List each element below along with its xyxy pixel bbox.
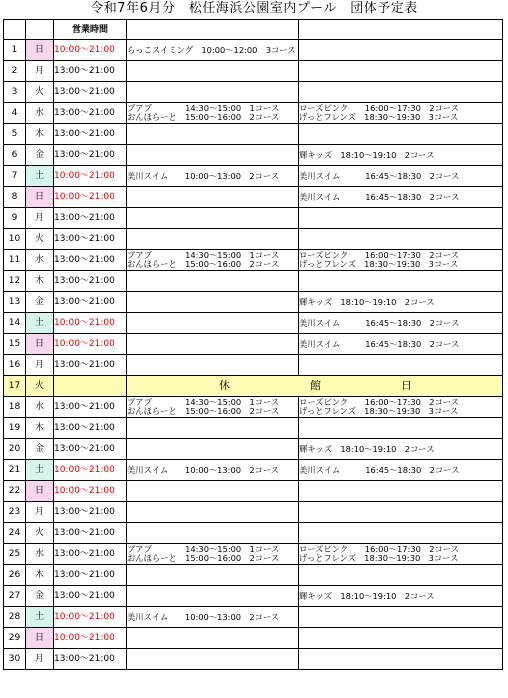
table-row — [4, 187, 503, 208]
weekday-cell: 日 — [26, 481, 54, 502]
day-number: 26 — [4, 565, 26, 586]
table-row — [4, 334, 503, 355]
hours-cell: 10:00～21:00 — [54, 481, 127, 502]
weekday-cell: 日 — [26, 40, 54, 61]
group-cell-1 — [127, 166, 299, 187]
weekday-cell: 月 — [26, 208, 54, 229]
group-cell-2 — [299, 439, 503, 460]
weekday-cell: 火 — [26, 376, 54, 397]
group-cell-2 — [299, 229, 503, 250]
hours-cell: 13:00～21:00 — [54, 502, 127, 523]
group-cell-2 — [299, 523, 503, 544]
page-title: 令和7年6月分 松任海浜公園室内プール 団体予定表 — [90, 1, 418, 16]
day-number: 8 — [4, 187, 26, 208]
group-entry: おんほらーと 15:00～16:00 2コース — [127, 259, 280, 269]
weekday-cell: 金 — [26, 145, 54, 166]
group-cell-2 — [299, 565, 503, 586]
group-cell-2 — [299, 103, 503, 124]
table-row — [4, 103, 503, 124]
group-cell-2 — [299, 208, 503, 229]
group-entry: げっとフレンズ 18:30～19:30 3コース — [299, 112, 459, 122]
group-cell-2 — [299, 292, 503, 313]
header-row — [4, 20, 503, 40]
day-number: 11 — [4, 250, 26, 271]
group-cell-1 — [127, 544, 299, 565]
group-entry: ブアブ 14:30～15:00 1コース — [127, 544, 280, 554]
day-number: 27 — [4, 586, 26, 607]
weekday-cell: 日 — [26, 334, 54, 355]
group-entry: 美川スイム 16:45～18:30 2コース — [299, 192, 460, 202]
hours-cell: 13:00～21:00 — [54, 355, 127, 376]
group-cell-2 — [299, 334, 503, 355]
weekday-cell: 土 — [26, 460, 54, 481]
group-entry: げっとフレンズ 18:30～19:30 3コース — [299, 406, 459, 416]
group-cell-2 — [299, 628, 503, 649]
group-entry: おんほらーと 15:00～16:00 2コース — [127, 553, 280, 563]
group-cell-2 — [299, 40, 503, 61]
schedule-table — [3, 19, 503, 670]
table-row — [4, 376, 503, 397]
group-cell-1 — [127, 334, 299, 355]
day-number: 7 — [4, 166, 26, 187]
group-entry: 輝キッズ 18:10～19:10 2コース — [299, 444, 435, 454]
hours-cell: 13:00～21:00 — [54, 397, 127, 418]
group-cell-1 — [127, 418, 299, 439]
group-cell-1 — [127, 124, 299, 145]
group-cell-1 — [127, 586, 299, 607]
day-number: 2 — [4, 61, 26, 82]
group-cell-1 — [127, 355, 299, 376]
day-number: 24 — [4, 523, 26, 544]
group-entry: 美川スイム 10:00～13:00 2コース — [127, 171, 280, 181]
header-group1-cell — [127, 20, 299, 40]
day-number: 9 — [4, 208, 26, 229]
weekday-cell: 木 — [26, 124, 54, 145]
header-group2-cell — [299, 20, 503, 40]
hours-cell — [54, 376, 127, 397]
hours-cell: 10:00～21:00 — [54, 187, 127, 208]
table-row — [4, 166, 503, 187]
weekday-cell: 月 — [26, 502, 54, 523]
day-number: 10 — [4, 229, 26, 250]
weekday-cell: 金 — [26, 292, 54, 313]
group-entry: 美川スイム 16:45～18:30 2コース — [299, 465, 460, 475]
hours-cell: 13:00～21:00 — [54, 229, 127, 250]
group-entry: げっとフレンズ 18:30～19:30 3コース — [299, 553, 459, 563]
weekday-cell: 土 — [26, 166, 54, 187]
hours-cell: 10:00～21:00 — [54, 166, 127, 187]
hours-cell: 13:00～21:00 — [54, 145, 127, 166]
hours-cell: 10:00～21:00 — [54, 334, 127, 355]
hours-cell: 13:00～21:00 — [54, 418, 127, 439]
group-cell-1 — [127, 649, 299, 670]
weekday-cell: 火 — [26, 82, 54, 103]
group-entry: ブアブ 14:30～15:00 1コース — [127, 397, 280, 407]
group-cell-2 — [299, 544, 503, 565]
group-cell-1 — [127, 607, 299, 628]
weekday-cell: 木 — [26, 418, 54, 439]
hours-cell: 13:00～21:00 — [54, 523, 127, 544]
table-row — [4, 502, 503, 523]
group-cell-1 — [127, 103, 299, 124]
hours-cell: 13:00～21:00 — [54, 565, 127, 586]
group-cell-2 — [299, 250, 503, 271]
day-number: 25 — [4, 544, 26, 565]
hours-cell: 13:00～21:00 — [54, 208, 127, 229]
weekday-cell: 金 — [26, 586, 54, 607]
group-entry: ローズピンク 16:00～17:30 2コース — [299, 250, 459, 260]
header-day-cell — [4, 20, 26, 40]
weekday-cell: 木 — [26, 565, 54, 586]
day-number: 20 — [4, 439, 26, 460]
group-entry: 美川スイム 10:00～13:00 2コース — [127, 612, 280, 622]
hours-cell: 13:00～21:00 — [54, 61, 127, 82]
table-row — [4, 628, 503, 649]
group-cell-2 — [299, 397, 503, 418]
hours-cell: 13:00～21:00 — [54, 439, 127, 460]
group-cell-2 — [299, 460, 503, 481]
group-cell-2 — [299, 313, 503, 334]
group-entry: 輝キッズ 18:10～19:10 2コース — [299, 297, 435, 307]
group-cell-1 — [127, 292, 299, 313]
hours-cell: 13:00～21:00 — [54, 250, 127, 271]
table-row — [4, 607, 503, 628]
day-number: 30 — [4, 649, 26, 670]
day-number: 18 — [4, 397, 26, 418]
table-row — [4, 313, 503, 334]
hours-cell: 13:00～21:00 — [54, 586, 127, 607]
weekday-cell: 土 — [26, 607, 54, 628]
weekday-cell: 日 — [26, 187, 54, 208]
table-row — [4, 523, 503, 544]
closed-day-char: 休 — [219, 379, 230, 392]
hours-cell: 13:00～21:00 — [54, 124, 127, 145]
group-cell-2 — [299, 61, 503, 82]
closed-day-char: 日 — [401, 379, 412, 392]
day-number: 12 — [4, 271, 26, 292]
table-row — [4, 229, 503, 250]
group-cell-2 — [299, 418, 503, 439]
table-row — [4, 355, 503, 376]
group-cell-1 — [127, 82, 299, 103]
hours-cell: 13:00～21:00 — [54, 271, 127, 292]
weekday-cell: 日 — [26, 628, 54, 649]
day-number: 1 — [4, 40, 26, 61]
weekday-cell: 水 — [26, 103, 54, 124]
hours-cell: 13:00～21:00 — [54, 103, 127, 124]
group-cell-2 — [299, 586, 503, 607]
group-entry: ブアブ 14:30～15:00 1コース — [127, 103, 280, 113]
group-entry: 輝キッズ 18:10～19:10 2コース — [299, 150, 435, 160]
weekday-cell: 木 — [26, 271, 54, 292]
group-cell-1 — [127, 313, 299, 334]
group-entry: 美川スイム 10:00～13:00 2コース — [127, 465, 280, 475]
group-entry: 美川スイム 16:45～18:30 2コース — [299, 318, 460, 328]
group-cell-1 — [127, 187, 299, 208]
day-number: 29 — [4, 628, 26, 649]
table-row — [4, 40, 503, 61]
hours-cell: 10:00～21:00 — [54, 40, 127, 61]
group-entry: ローズピンク 16:00～17:30 2コース — [299, 103, 459, 113]
table-row — [4, 439, 503, 460]
group-cell-1 — [127, 271, 299, 292]
group-cell-2 — [299, 124, 503, 145]
day-number: 4 — [4, 103, 26, 124]
day-number: 6 — [4, 145, 26, 166]
day-number: 14 — [4, 313, 26, 334]
header-weekday-cell — [26, 20, 54, 40]
group-cell-2 — [299, 502, 503, 523]
group-cell-1 — [127, 628, 299, 649]
table-row — [4, 481, 503, 502]
weekday-cell: 火 — [26, 229, 54, 250]
weekday-cell: 火 — [26, 523, 54, 544]
hours-cell: 10:00～21:00 — [54, 460, 127, 481]
header-hours-label: 営業時間 — [54, 20, 127, 40]
table-row — [4, 292, 503, 313]
group-entry: 美川スイム 16:45～18:30 2コース — [299, 171, 460, 181]
group-cell-1 — [127, 229, 299, 250]
group-cell-2 — [299, 166, 503, 187]
day-number: 16 — [4, 355, 26, 376]
group-entry: ローズピンク 16:00～17:30 2コース — [299, 397, 459, 407]
group-entry: おんほらーと 15:00～16:00 2コース — [127, 112, 280, 122]
table-row — [4, 250, 503, 271]
day-number: 19 — [4, 418, 26, 439]
group-entry: ブアブ 14:30～15:00 1コース — [127, 250, 280, 260]
hours-cell: 10:00～21:00 — [54, 607, 127, 628]
hours-cell: 13:00～21:00 — [54, 292, 127, 313]
group-cell-1 — [127, 460, 299, 481]
weekday-cell: 月 — [26, 355, 54, 376]
day-number: 13 — [4, 292, 26, 313]
weekday-cell: 水 — [26, 250, 54, 271]
group-cell-1 — [127, 502, 299, 523]
table-row — [4, 145, 503, 166]
weekday-cell: 水 — [26, 544, 54, 565]
closed-day-label — [127, 381, 502, 391]
table-row — [4, 124, 503, 145]
group-cell-1 — [127, 208, 299, 229]
closed-day-char: 館 — [310, 379, 321, 392]
day-number: 5 — [4, 124, 26, 145]
group-cell-1 — [127, 61, 299, 82]
group-cell-1 — [127, 250, 299, 271]
day-number: 28 — [4, 607, 26, 628]
day-number: 23 — [4, 502, 26, 523]
hours-cell: 13:00～21:00 — [54, 544, 127, 565]
day-number: 17 — [4, 376, 26, 397]
group-cell-1 — [127, 565, 299, 586]
group-cell-2 — [299, 82, 503, 103]
table-row — [4, 586, 503, 607]
day-number: 15 — [4, 334, 26, 355]
group-entry: 美川スイム 16:45～18:30 2コース — [299, 339, 460, 349]
day-number: 3 — [4, 82, 26, 103]
weekday-cell: 月 — [26, 649, 54, 670]
hours-cell: 13:00～21:00 — [54, 82, 127, 103]
group-cell-2 — [299, 607, 503, 628]
weekday-cell: 土 — [26, 313, 54, 334]
group-entry: げっとフレンズ 18:30～19:30 3コース — [299, 259, 459, 269]
weekday-cell: 水 — [26, 397, 54, 418]
group-cell-2 — [299, 355, 503, 376]
group-entry: らっこスイミング 10:00～12:00 3コース — [127, 45, 296, 55]
table-row — [4, 82, 503, 103]
table-row — [4, 61, 503, 82]
table-row — [4, 208, 503, 229]
hours-cell: 10:00～21:00 — [54, 313, 127, 334]
group-cell-2 — [299, 481, 503, 502]
group-cell-2 — [299, 649, 503, 670]
table-row — [4, 544, 503, 565]
group-cell-2 — [299, 145, 503, 166]
group-entry: おんほらーと 15:00～16:00 2コース — [127, 406, 280, 416]
hours-cell: 10:00～21:00 — [54, 628, 127, 649]
weekday-cell: 月 — [26, 61, 54, 82]
day-number: 22 — [4, 481, 26, 502]
group-cell-1 — [127, 40, 299, 61]
group-cell-2 — [299, 187, 503, 208]
group-entry: ローズピンク 16:00～17:30 2コース — [299, 544, 459, 554]
table-row — [4, 418, 503, 439]
group-cell-1 — [127, 397, 299, 418]
weekday-cell: 金 — [26, 439, 54, 460]
table-row — [4, 565, 503, 586]
day-number: 21 — [4, 460, 26, 481]
group-entry: 輝キッズ 18:10～19:10 2コース — [299, 591, 435, 601]
group-cell-1 — [127, 439, 299, 460]
group-cell-1 — [127, 145, 299, 166]
table-row — [4, 397, 503, 418]
table-row — [4, 460, 503, 481]
group-cell-2 — [299, 271, 503, 292]
table-row — [4, 271, 503, 292]
group-cell-1 — [127, 523, 299, 544]
group-cell-1 — [127, 481, 299, 502]
closed-day-cell — [127, 376, 503, 397]
table-row — [4, 649, 503, 670]
hours-cell: 13:00～21:00 — [54, 649, 127, 670]
